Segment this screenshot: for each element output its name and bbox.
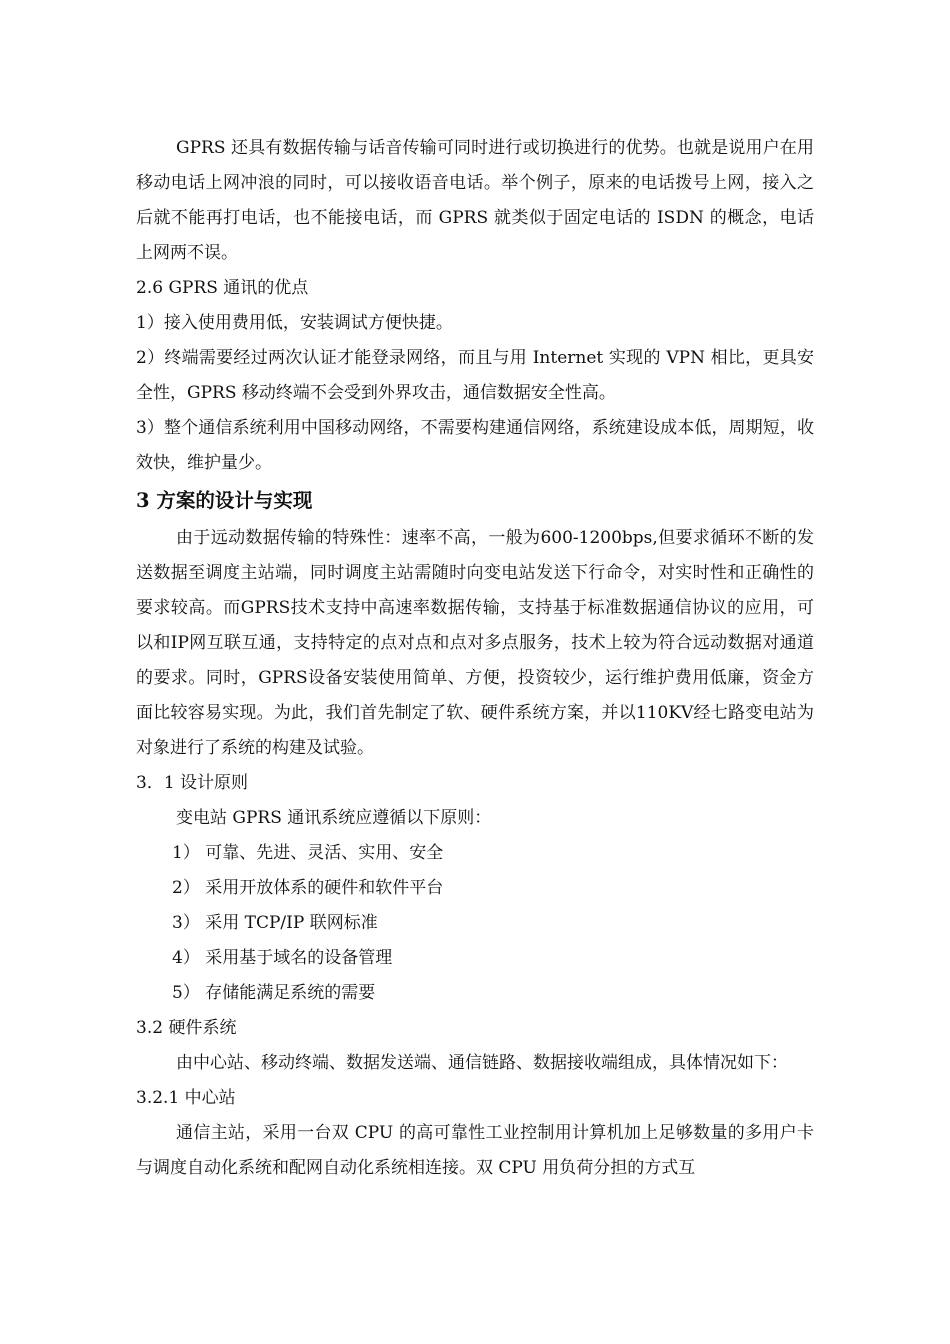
paragraph-principles-intro: 变电站 GPRS 通讯系统应遵循以下原则：: [176, 808, 492, 828]
principle-item-1: 1） 可靠、先进、灵活、实用、安全: [172, 843, 444, 863]
paragraph-center-station: 通信主站，采用一台双 CPU 的高可靠性工业控制用计算机加上足够数量的多用户卡与调度自动化系统和配网自动化系统相连接。双 CPU 用负荷分担的方式互: [136, 1123, 814, 1178]
paragraph-design-intro: 由于远动数据传输的特殊性：速率不高，一般为600-1200bps,但要求循环不断的发送数据至调度主站端，同时调度主站需随时向变电站发送下行命令，对实时性和正确性的要求较高。而GPRS技术支持中高速率数据传输，支持基于标准数据通信协议的应用，可以和IP网互联互通，支持特定的点对点和点对多点服务，技术上较为符合远动数据对通道的要求。同时，GPRS设备安装使用简单、方便，投资较少，运行维护费用低廉，资金方面比较容易实现。为此，我们首先制定了软、硬件系统方案，并以110KV经七路变电站为对象进行了系统的构建及试验。: [136, 528, 814, 758]
document-body: [136, 131, 814, 1186]
heading-2-6: 2.6 GPRS 通讯的优点: [136, 278, 309, 298]
principle-item-5: 5） 存储能满足系统的需要: [172, 983, 376, 1003]
list-item-1: 1）接入使用费用低，安装调试方便快捷。: [136, 313, 453, 333]
heading-3-2-1: 3.2.1 中心站: [136, 1088, 236, 1108]
list-item-2: 2）终端需要经过两次认证才能登录网络，而且与用 Internet 实现的 VPN 相比，更具安全性，GPRS 移动终端不会受到外界攻击，通信数据安全性高。: [136, 348, 814, 403]
paragraph-hardware: 由中心站、移动终端、数据发送端、通信链路、数据接收端组成，具体情况如下：: [176, 1053, 788, 1073]
heading-3: 3 方案的设计与实现: [136, 489, 313, 512]
list-item-3: 3）整个通信系统利用中国移动网络，不需要构建通信网络，系统建设成本低，周期短，收效快，维护量少。: [136, 418, 814, 473]
principle-item-4: 4） 采用基于域名的设备管理: [172, 948, 393, 968]
heading-3-1: 3．1 设计原则: [136, 773, 249, 793]
heading-3-2: 3.2 硬件系统: [136, 1018, 237, 1038]
paragraph-gprs-advantage: GPRS 还具有数据传输与话音传输可同时进行或切换进行的优势。也就是说用户在用移动电话上网冲浪的同时，可以接收语音电话。举个例子，原来的电话拨号上网，接入之后就不能再打电话，也不能接电话，而 GPRS 就类似于固定电话的 ISDN 的概念，电话上网两不误。: [136, 138, 814, 263]
principle-item-2: 2） 采用开放体系的硬件和软件平台: [172, 878, 444, 898]
principle-item-3: 3） 采用 TCP/IP 联网标准: [172, 913, 378, 933]
